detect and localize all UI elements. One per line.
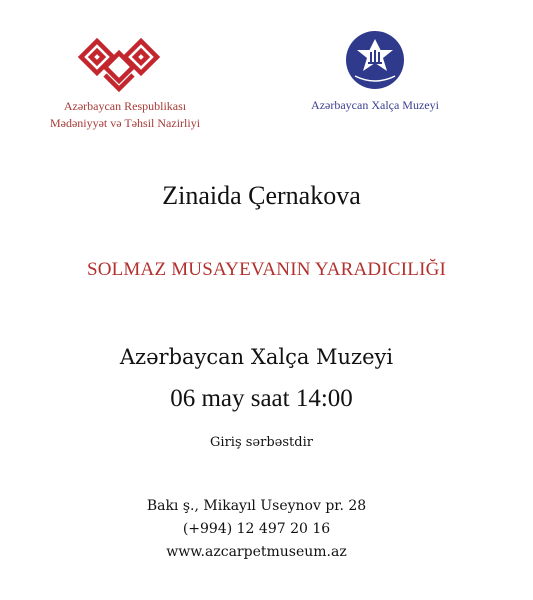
museum-name: Azərbaycan Xalça Muzeyi bbox=[311, 98, 439, 112]
museum-logo-icon bbox=[345, 30, 405, 90]
exhibition-title: SOLMAZ MUSAYEVANIN YARADICILIĞI bbox=[86, 259, 447, 280]
ministry-logo-icon bbox=[75, 33, 163, 93]
venue-name: Azərbaycan Xalça Muzeyi bbox=[119, 345, 394, 369]
contact-block bbox=[0, 495, 513, 564]
ministry-name-line1: Azərbaycan Respublikası bbox=[63, 99, 187, 113]
website-link[interactable]: www.azcarpetmuseum.az bbox=[166, 544, 347, 560]
ministry-name bbox=[20, 98, 230, 132]
author-name: Zinaida Çernakova bbox=[162, 181, 361, 210]
entry-note: Giriş sərbəstdir bbox=[210, 435, 313, 450]
ministry-name-line2: Mədəniyyət və Təhsil Nazirliyi bbox=[49, 116, 201, 130]
event-datetime: 06 may saat 14:00 bbox=[170, 385, 353, 412]
phone-text: (+994) 12 497 20 16 bbox=[182, 521, 331, 537]
address-text: Bakı ş., Mikayıl Useynov pr. 28 bbox=[146, 498, 367, 514]
